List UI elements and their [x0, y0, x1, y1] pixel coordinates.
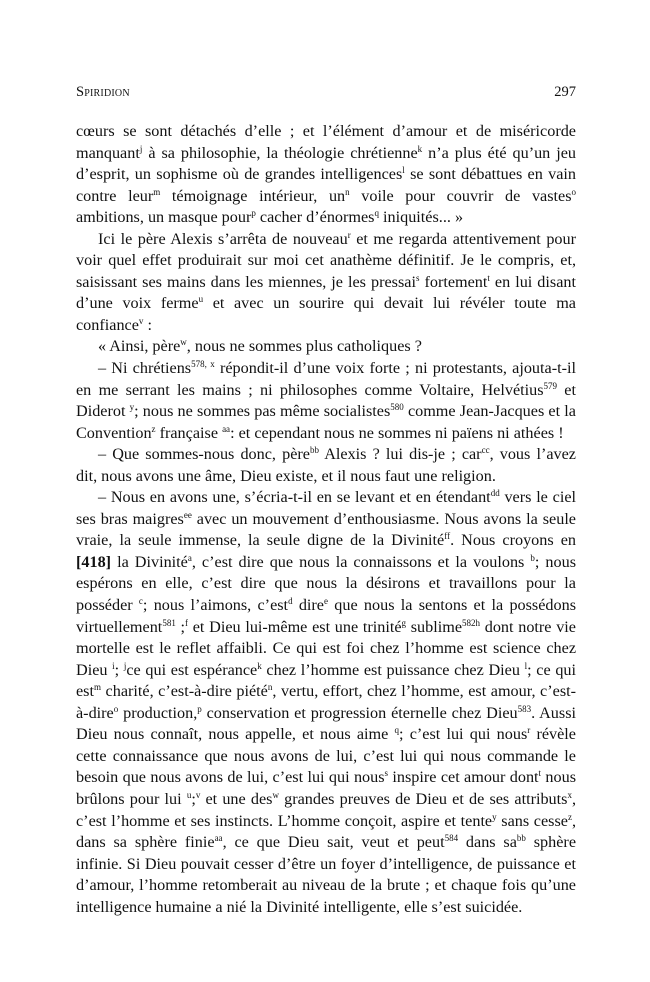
note-marker: t — [487, 272, 490, 283]
text-run: ambitions, un masque pour — [76, 208, 252, 227]
text-run: ce qui est espérance — [126, 660, 258, 679]
note-marker: 580 — [390, 402, 404, 413]
running-head — [76, 84, 576, 104]
note-marker: r — [347, 229, 351, 240]
note-marker: cc — [481, 445, 490, 456]
text-run: , ce que Dieu sait, veut et peut — [222, 833, 445, 852]
text-run: française — [155, 423, 223, 442]
text-run: en lui disant d’une voix ferme — [76, 272, 576, 313]
text-run: cœurs se sont détachés d’elle ; et l’élément d’amour et de miséricorde manquant — [76, 122, 576, 162]
text-run: – Que sommes-nous donc, père — [98, 445, 310, 464]
paragraph — [76, 229, 576, 337]
text-run: . Aussi Dieu nous connaît, nous appelle, et nous aime — [76, 703, 576, 744]
note-marker: 582h — [462, 617, 481, 628]
note-marker: 579 — [543, 380, 558, 391]
text-run: iniquités... » — [378, 208, 464, 227]
text-run: voile pour couvrir de vastes — [349, 186, 572, 205]
note-marker: v — [138, 315, 144, 326]
text-run: ; nous espérons en elle, c’est dire que nous la désirons et travaillons pour la posséder — [76, 552, 576, 615]
source-page-ref: [418] — [76, 552, 112, 571]
note-marker: y — [129, 402, 135, 413]
text-run: sans cesse — [496, 811, 568, 830]
note-marker: l — [402, 165, 405, 176]
note-marker: 584 — [444, 833, 459, 844]
text-run: répondit-il d’une voix forte ; ni protestants, ajouta-t-il en me serrant les mains ; ni philosophes comme Voltaire, Helvétius — [76, 359, 576, 399]
note-marker: w — [180, 337, 187, 348]
text-run: dans sa — [458, 833, 517, 852]
note-marker: x — [567, 789, 572, 800]
paragraph — [76, 358, 576, 444]
note-marker: v — [195, 789, 201, 800]
note-marker: q — [374, 208, 379, 219]
body-text — [76, 121, 576, 918]
text-run: . Nous croyons en — [450, 531, 576, 550]
text-run: production, — [118, 703, 198, 722]
note-marker: ee — [183, 509, 192, 520]
text-run: avec un mouvement d’enthousiasme. Nous avons la seule vraie, la seule immense, la seule digne de la Divinité — [76, 509, 576, 550]
note-marker: l — [524, 660, 528, 671]
text-run: ; ce qui est — [76, 660, 577, 701]
text-run: et Diderot — [76, 380, 576, 421]
note-marker: m — [93, 682, 101, 693]
text-run: inspire cet amour dont — [388, 768, 539, 787]
text-run: sublime — [406, 617, 463, 636]
note-marker: s — [415, 272, 420, 283]
paragraph — [76, 487, 576, 918]
text-run: la Divinité — [111, 552, 188, 571]
text-run: , dans sa sphère finie — [76, 811, 576, 852]
text-run: comme Jean-Jacques et la Convention — [76, 402, 576, 442]
text-run: ; — [175, 617, 186, 636]
note-marker: o — [571, 186, 576, 197]
note-marker: b — [530, 552, 535, 563]
note-marker: ff — [444, 531, 451, 542]
note-marker: d — [288, 596, 293, 607]
note-marker: u — [186, 789, 192, 800]
note-marker: aa — [222, 423, 231, 434]
note-marker: w — [272, 789, 279, 800]
text-run: fortement — [419, 272, 488, 291]
note-marker: p — [251, 208, 256, 219]
paragraph — [76, 121, 576, 229]
text-run: – Ni chrétiens — [98, 359, 192, 378]
text-run: se sont débattues en vain contre leur — [76, 165, 577, 205]
note-marker: bb — [309, 445, 319, 456]
text-run: dont notre vie mortelle est le reflet affaibli. Ce qui est foi chez l’homme est science chez Dieu — [76, 617, 576, 679]
text-run: , nous ne sommes plus catholiques ? — [186, 337, 422, 356]
note-marker: u — [198, 294, 204, 305]
note-marker: 578, x — [191, 359, 215, 370]
paragraph — [76, 444, 576, 487]
text-run: ; — [191, 789, 196, 808]
note-marker: f — [185, 617, 189, 628]
text-run: Ici le père Alexis s’arrêta de nouveau — [98, 229, 348, 248]
text-run: et avec un sourire qui devait lui révéler toute ma confiance — [76, 294, 576, 334]
note-marker: m — [153, 186, 161, 197]
note-marker: c — [138, 596, 143, 607]
note-marker: z — [567, 811, 572, 822]
text-run: nous brûlons pour lui — [76, 768, 577, 808]
note-marker: 583 — [517, 703, 532, 714]
note-marker: t — [538, 768, 542, 779]
paragraph — [76, 336, 576, 358]
note-marker: g — [401, 617, 407, 628]
text-run: « Ainsi, père — [98, 337, 181, 356]
text-run: et Dieu lui-même est une trinité — [188, 617, 402, 636]
text-run: ; nous l’aimons, c’est — [142, 596, 289, 615]
note-marker: z — [151, 423, 156, 434]
text-run: et une des — [200, 789, 273, 808]
text-run: ; nous ne sommes pas même socialistes — [134, 402, 391, 421]
note-marker: e — [324, 596, 328, 607]
text-run: témoignage intérieur, un — [160, 186, 346, 205]
text-run: ; — [114, 660, 124, 679]
note-marker: k — [417, 143, 423, 154]
note-marker: a — [187, 552, 192, 563]
text-run: Alexis ? lui dis-je ; car — [318, 445, 482, 464]
note-marker: n — [345, 186, 350, 197]
note-marker: q — [394, 725, 399, 736]
note-marker: 581 — [162, 617, 176, 628]
text-run: cacher d’énormes — [255, 208, 375, 227]
text-run: vers le ciel ses bras maigres — [76, 488, 577, 528]
text-run: – Nous en avons une, s’écria-t-il en se levant et en étendant — [98, 488, 491, 507]
text-run: sphère infinie. Si Dieu pouvait cesser d’être un foyer d’intelligence, de puissance et d’amour, l’homme retomberait au niveau de la brute ; et chaque fois qu’une intelligence humaine a nié la Divinité intelligente, elle s’est suicidée. — [76, 833, 577, 916]
text-run: : et cependant nous ne sommes ni païens ni athées ! — [230, 423, 564, 442]
text-run: et me regarda attentivement pour voir quel effet produirait sur moi cet anathème définitif. Je le compris, et, saisissant ses mains dans les miennes, je les pressai — [76, 229, 576, 291]
text-run: , vous l’avez dit, nous avons une âme, Dieu existe, et il nous faut une religion. — [76, 445, 576, 485]
note-marker: y — [492, 811, 497, 822]
note-marker: r — [527, 725, 531, 736]
note-marker: dd — [490, 488, 500, 499]
note-marker: p — [197, 703, 202, 714]
text-run: n’a plus été qu’un jeu d’esprit, un sophisme où de grandes intelligences — [76, 143, 576, 184]
note-marker: i — [112, 660, 115, 671]
text-run: charité, c’est-à-dire piété — [101, 682, 268, 701]
text-run: dire — [292, 596, 324, 615]
text-run: révèle cette connaissance que nous avons de lui, c’est lui qui nous commande le besoin que nous avons de lui, c’est lui qui nous — [76, 725, 576, 787]
text-run: que nous la sentons et la possédons virtuellement — [76, 596, 576, 636]
text-run: conservation et progression éternelle chez Dieu — [201, 703, 518, 722]
note-marker: n — [267, 682, 273, 693]
text-run: : — [143, 315, 152, 334]
note-marker: bb — [516, 833, 526, 844]
text-run: ; c’est lui qui nous — [399, 725, 528, 744]
note-marker: j — [139, 143, 143, 154]
text-run: grandes preuves de Dieu et de ses attributs — [278, 789, 568, 808]
note-marker: j — [123, 660, 127, 671]
note-marker: aa — [214, 833, 223, 844]
note-marker: s — [384, 768, 389, 779]
note-marker: o — [113, 703, 119, 714]
running-title: Spiridion — [76, 84, 130, 100]
page-number: 297 — [554, 84, 576, 100]
text-run: , vertu, effort, chez l’homme, est amour, c’est-à-dire — [76, 682, 577, 722]
text-run: , c’est dire que nous la connaissons et la voulons — [191, 552, 531, 571]
note-marker: k — [257, 660, 262, 671]
text-run: chez l’homme est puissance chez Dieu — [261, 660, 525, 679]
text-run: à sa philosophie, la théologie chrétienne — [142, 143, 418, 162]
text-run: , c’est l’homme et ses instincts. L’homme conçoit, aspire et tente — [76, 789, 576, 830]
